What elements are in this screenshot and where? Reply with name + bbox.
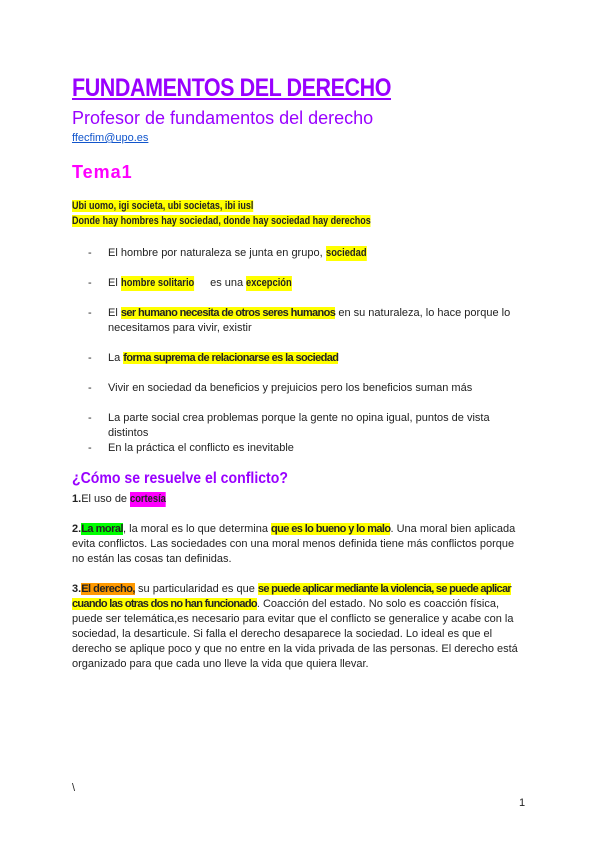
latin-translation [72, 215, 371, 227]
bullet-list [88, 246, 528, 456]
section-heading-tema1: Tema1 [72, 162, 133, 182]
list-item [88, 246, 528, 261]
bullet-text: La parte social crea problemas porque la gente no opina igual, puntos de vista distintos [108, 412, 490, 439]
paragraph-text: . Una moral bien aplicada evita conflictos. Las sociedades con una moral menos definida tiene más conflictos porque no están las cosas tan definidas. [72, 523, 516, 565]
document-title: FUNDAMENTOS DEL DERECHO [72, 74, 392, 102]
paragraph-moral [72, 522, 522, 567]
bullet-highlight: hombre solitario [120, 277, 195, 289]
bullet-text: El [108, 277, 121, 289]
bullet-text: El [108, 307, 121, 319]
bullet-text: en su naturaleza, lo hace porque lo necesitamos para vivir, existir [108, 307, 511, 334]
highlight-violencia: se puede aplicar mediante la violencia, se puede aplicar cuando las otras dos no han funcionado [72, 583, 511, 610]
bullet-text: es una [207, 277, 247, 289]
footer-mark: \ [72, 782, 76, 794]
item-number: 1. [72, 493, 82, 505]
page-number: 1 [519, 797, 526, 809]
section-heading-conflict: ¿Cómo se resuelve el conflicto? [72, 470, 288, 487]
bullet-highlight: forma suprema de relacionarse es la sociedad [123, 352, 339, 364]
list-item [88, 441, 528, 456]
bullet-text: La [108, 352, 124, 364]
document-subtitle: Profesor de fundamentos del derecho [72, 108, 374, 128]
highlight-moral: La moral [81, 523, 124, 535]
highlight-derecho: El derecho, [81, 583, 135, 595]
list-item [88, 276, 528, 291]
list-item [88, 306, 528, 336]
email-link[interactable]: ffecfim@upo.es [72, 132, 149, 144]
paragraph-text: El uso de [81, 493, 131, 505]
list-item [88, 351, 528, 366]
latin-translation-highlight: Donde hay hombres hay sociedad, donde hay sociedad hay derechos [72, 215, 371, 227]
paragraph-derecho [72, 582, 522, 672]
bullet-highlight: sociedad [325, 247, 367, 259]
list-item [88, 411, 528, 441]
bullet-text: Vivir en sociedad da beneficios y prejuicios pero los beneficios suman más [108, 382, 473, 394]
paragraph-text: su particularidad es que [134, 583, 258, 595]
latin-phrase [72, 200, 253, 212]
list-item [88, 381, 528, 396]
paragraph-text: , la moral es lo que determina [123, 523, 272, 535]
bullet-text: En la práctica el conflicto es inevitable [108, 442, 294, 454]
highlight-cortesia: cortesía [130, 493, 166, 505]
paragraph-text: . Coacción del estado. No solo es coacción física, puede ser telemática,es necesario para evitar que el conflicto se generalice y acabe con la sociedad, la desarticule. Si falla el derecho desaparece la sociedad. Lo ideal es que el derecho se aplique poco y que no entre en la vida privada de las personas. El derecho está organizado para que cada uno lleve la vida que quiera llevar. [72, 598, 518, 670]
bullet-highlight: ser humano necesita de otros seres humanos [120, 307, 336, 319]
highlight-bueno-malo: que es lo bueno y lo malo [271, 523, 391, 535]
item-number: 3. [72, 583, 82, 595]
bullet-text: El hombre por naturaleza se junta en grupo, [108, 247, 326, 259]
paragraph-cortesia [72, 492, 522, 507]
bullet-highlight: excepción [246, 277, 292, 289]
latin-phrase-highlight: Ubi uomo, igi societa, ubi societas, ibi iusl [72, 200, 254, 212]
item-number: 2. [72, 523, 82, 535]
